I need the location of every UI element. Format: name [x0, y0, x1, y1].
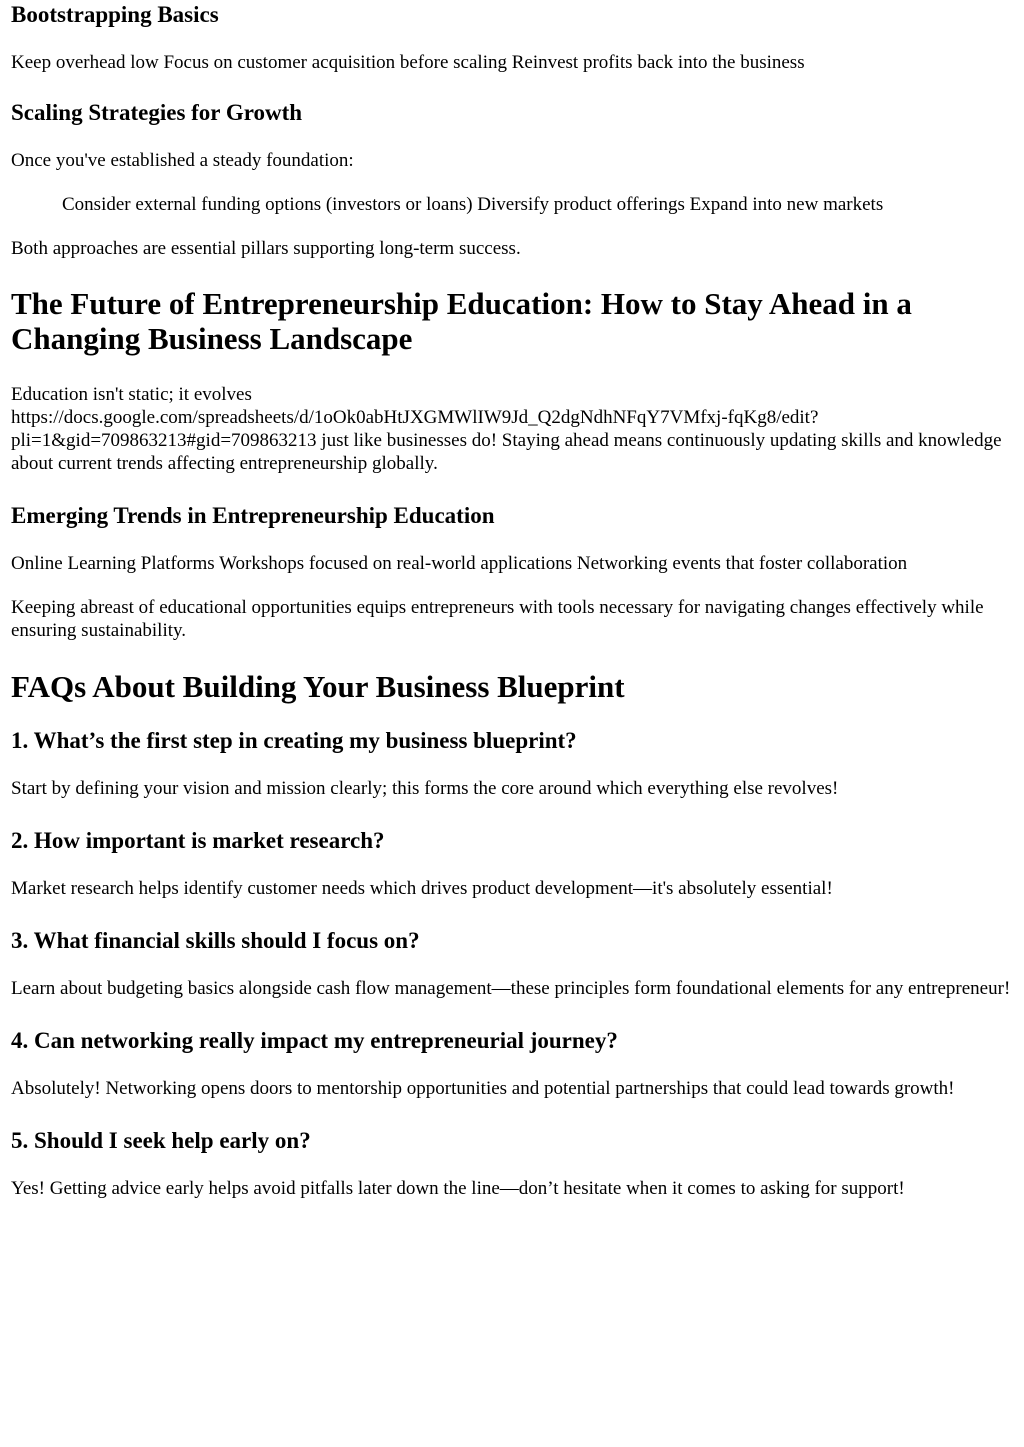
- bootstrapping-heading: Bootstrapping Basics: [11, 2, 219, 27]
- scaling-strategies-quote: Consider external funding options (investors or loans) Diversify product offerings Expand into new markets: [62, 194, 884, 215]
- keeping-abreast-paragraph: Keeping abreast of educational opportunities equips entrepreneurs with tools necessary for navigating changes effectively while ensuring sustainability.: [11, 597, 984, 641]
- faq-answer: Market research helps identify customer needs which drives product development—it's absolutely essential!: [11, 878, 833, 899]
- faq-answer: Yes! Getting advice early helps avoid pitfalls later down the line—don’t hesitate when it comes to asking for support!: [11, 1178, 905, 1199]
- faq-answer: Learn about budgeting basics alongside cash flow management—these principles form foundational elements for any entrepreneur!: [11, 978, 1011, 999]
- document-page: [0, 1, 1024, 1200]
- bootstrapping-paragraph: Keep overhead low Focus on customer acquisition before scaling Reinvest profits back into the business: [11, 52, 805, 73]
- future-education-heading: The Future of Entrepreneurship Education: How to Stay Ahead in a Changing Business Landscape: [11, 286, 912, 356]
- faq-answer: Start by defining your vision and mission clearly; this forms the core around which everything else revolves!: [11, 778, 839, 799]
- scaling-intro-paragraph: Once you've established a steady foundation:: [11, 150, 354, 171]
- faq-question: 4. Can networking really impact my entrepreneurial journey?: [11, 1028, 618, 1053]
- scaling-heading: Scaling Strategies for Growth: [11, 100, 303, 125]
- faq-answer: Absolutely! Networking opens doors to mentorship opportunities and potential partnerships that could lead towards growth!: [11, 1078, 955, 1099]
- faq-question: 1. What’s the first step in creating my business blueprint?: [11, 728, 577, 753]
- emerging-trends-paragraph: Online Learning Platforms Workshops focused on real-world applications Networking events that foster collaboration: [11, 553, 908, 574]
- spreadsheet-link-line2: pli=1&gid=709863213#gid=709863213: [11, 430, 317, 451]
- spreadsheet-link-line1: https://docs.google.com/spreadsheets/d/1oOk0abHtJXGMWlIW9Jd_Q2dgNdhNFqY7VMfxj-fqKg8/edit?: [11, 407, 819, 428]
- faq-question: 3. What financial skills should I focus on?: [11, 928, 420, 953]
- emerging-trends-heading: Emerging Trends in Entrepreneurship Education: [11, 503, 495, 528]
- both-approaches-paragraph: Both approaches are essential pillars supporting long-term success.: [11, 238, 521, 259]
- faq-question: 5. Should I seek help early on?: [11, 1128, 311, 1153]
- faq-question: 2. How important is market research?: [11, 828, 385, 853]
- education-text-before: Education isn't static; it evolves: [11, 384, 252, 405]
- education-text-after: just like businesses do! Staying ahead means continuously updating skills and knowledge about current trends affecting entrepreneurship globally.: [11, 430, 1002, 474]
- faq-heading: FAQs About Building Your Business Blueprint: [11, 669, 625, 704]
- education-paragraph: [11, 383, 1013, 475]
